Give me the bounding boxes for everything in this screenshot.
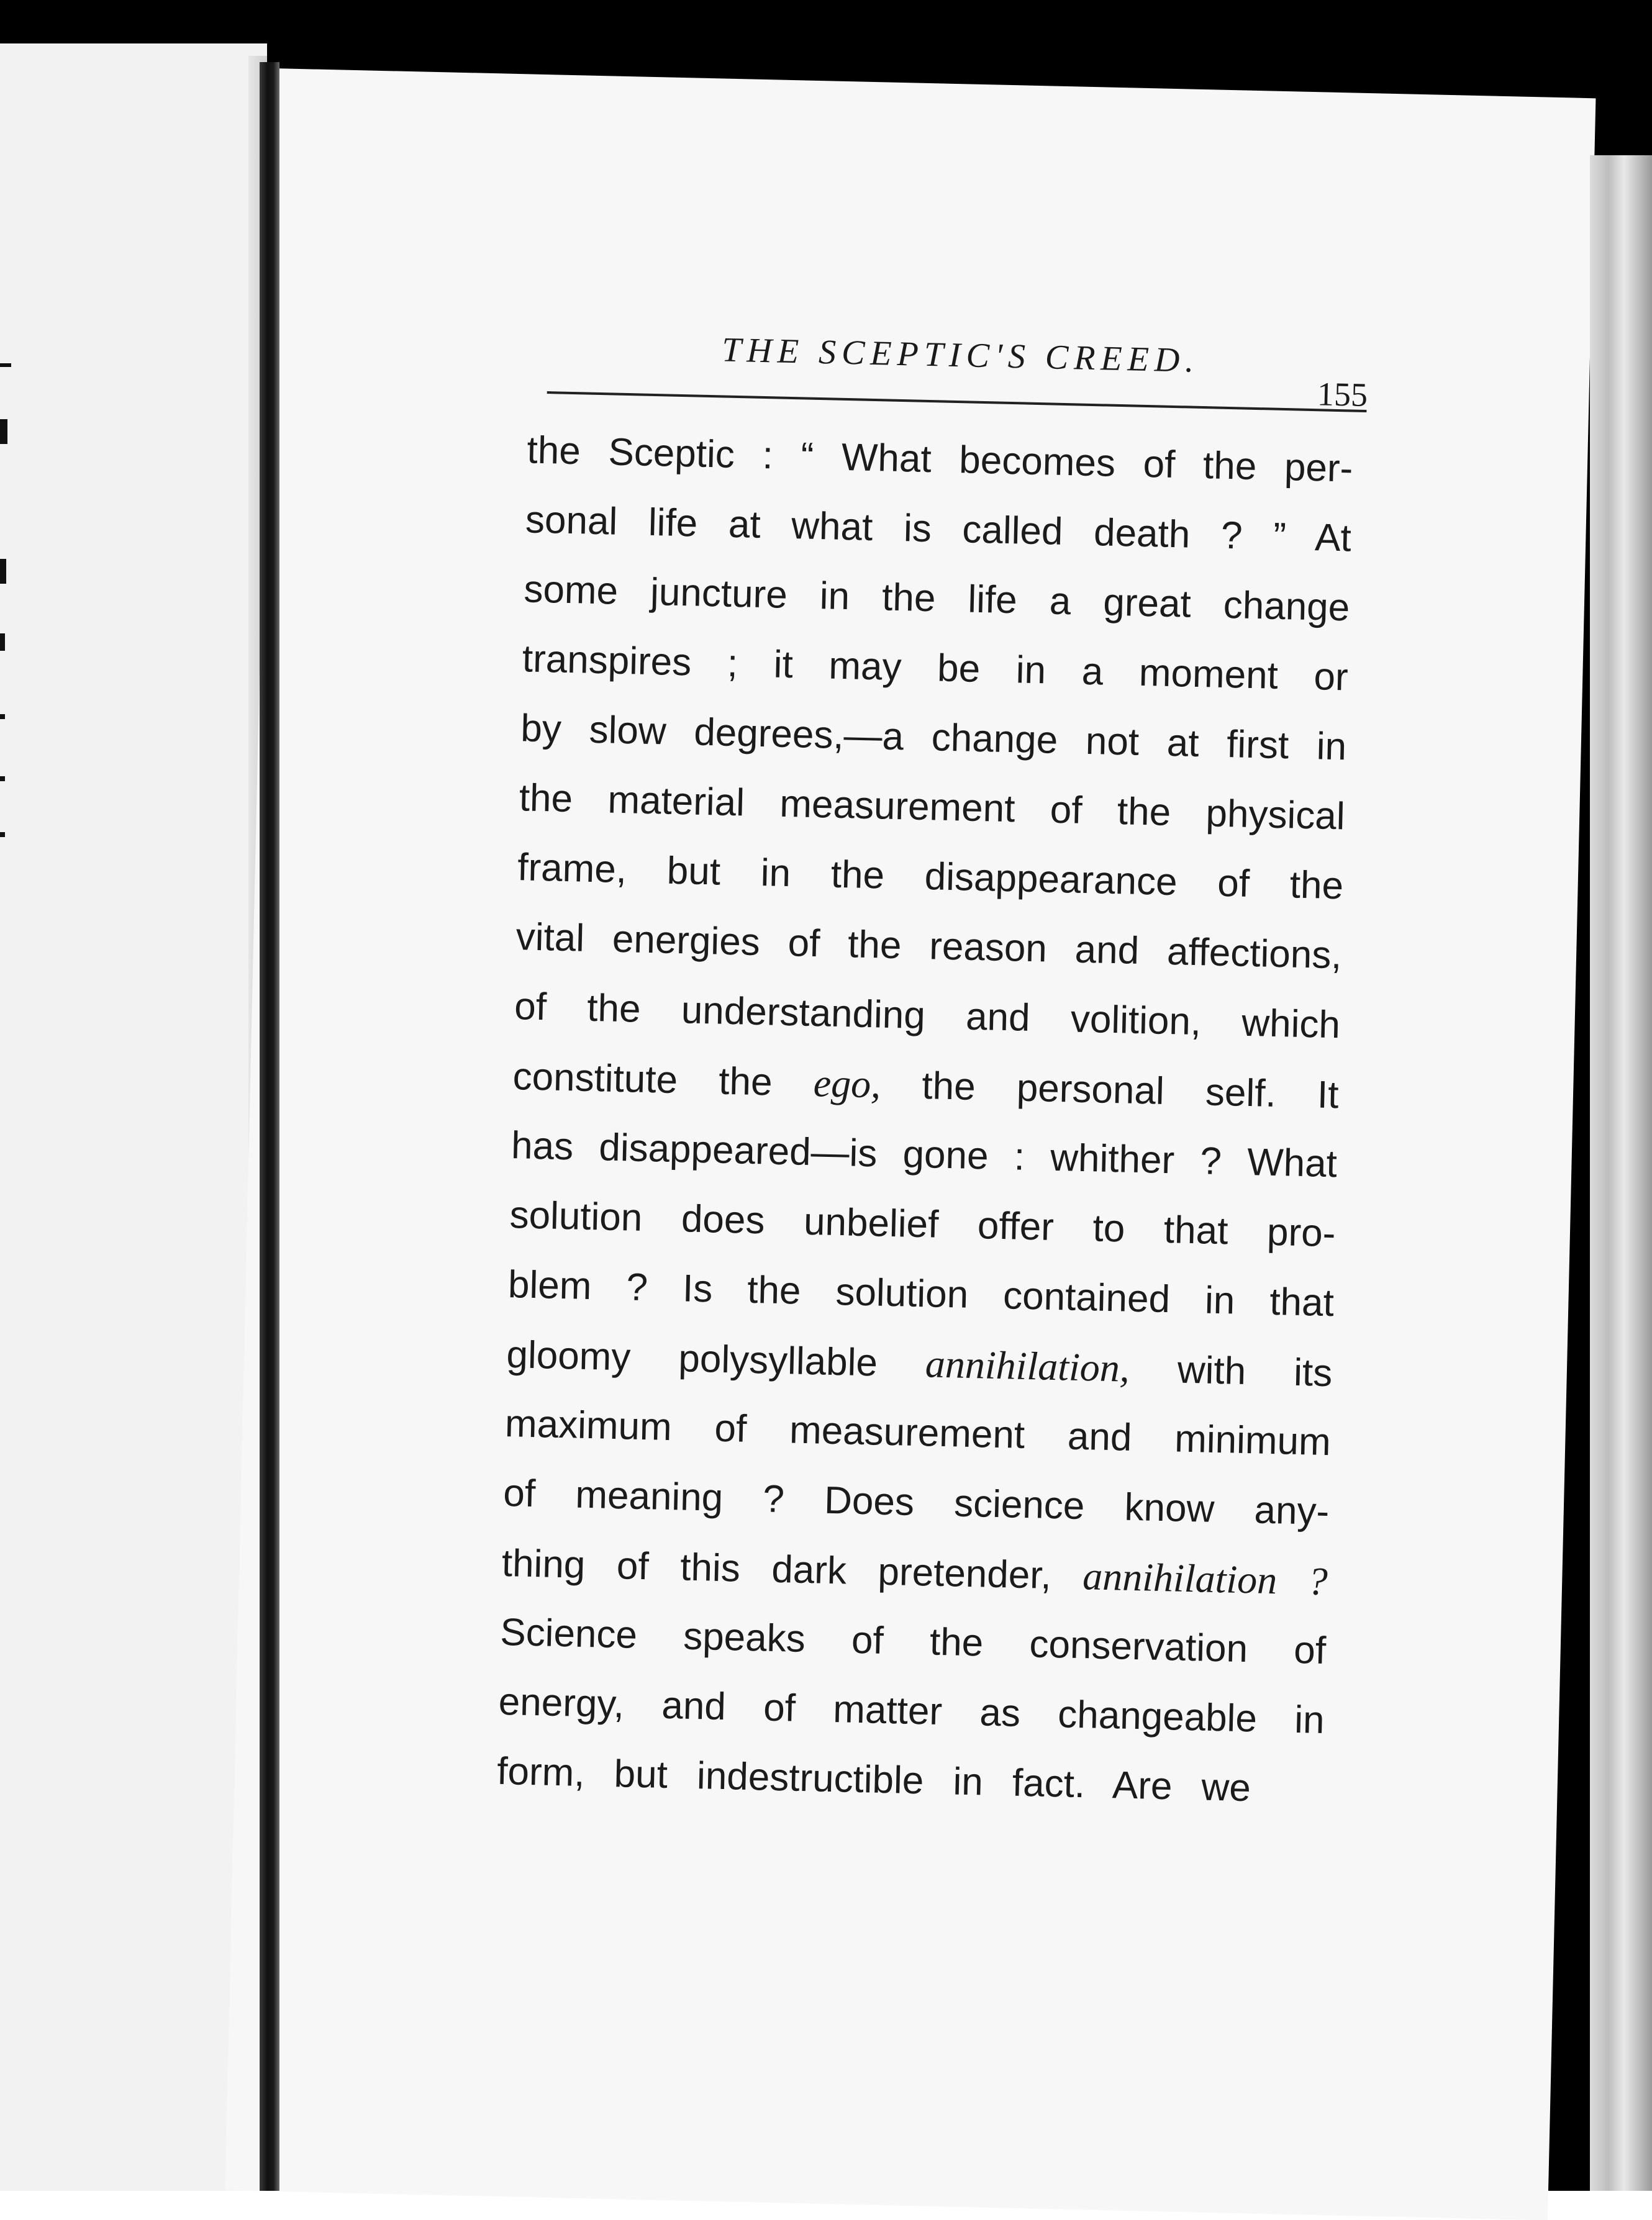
text-line: gloomy polysyllable annihilation, with its xyxy=(506,1333,1333,1395)
text-line: Science speaks of the conservation of xyxy=(499,1610,1327,1673)
text-line: frame, but in the disappearance of the xyxy=(517,846,1344,908)
header-rule xyxy=(547,391,1367,412)
text-line: constitute the ego, the personal self. It xyxy=(512,1055,1340,1117)
text-line: vital energies of the reason and affections, xyxy=(515,915,1343,977)
text-line: by slow degrees,—a change not at first in xyxy=(520,707,1347,769)
italic-word: annihilation, xyxy=(925,1341,1130,1390)
text-line: form, but indestructible in fact. Are we xyxy=(496,1749,1251,1810)
body-text xyxy=(496,415,1353,1825)
text-line: solution does unbelief offer to that pro- xyxy=(509,1194,1337,1256)
italic-word: annihilation ? xyxy=(1082,1554,1328,1604)
text-line: energy, and of matter as changeable in xyxy=(498,1680,1325,1742)
italic-word: ego, xyxy=(813,1061,882,1107)
text-line: maximum of measurement and minimum xyxy=(504,1402,1332,1464)
running-head: THE SCEPTIC'S CREED. xyxy=(721,330,1200,380)
text-line: has disappeared—is gone : whither ? What xyxy=(511,1124,1338,1186)
text-line: of the understanding and volition, which xyxy=(514,985,1341,1047)
text-line: some juncture in the life a great change xyxy=(523,568,1350,630)
page-number: 155 xyxy=(1317,375,1368,414)
text-line: of meaning ? Does science know any- xyxy=(502,1471,1330,1534)
text-line: thing of this dark pretender, annihilation ? xyxy=(501,1541,1328,1604)
text-line: the Sceptic : “ What becomes of the per- xyxy=(526,428,1354,491)
text-line: the material measurement of the physical xyxy=(519,776,1346,838)
text-line: transpires ; it may be in a moment or xyxy=(522,637,1349,699)
text-line: sonal life at what is called death ? ” At xyxy=(525,498,1352,560)
text-line: blem ? Is the solution contained in that xyxy=(507,1263,1335,1325)
